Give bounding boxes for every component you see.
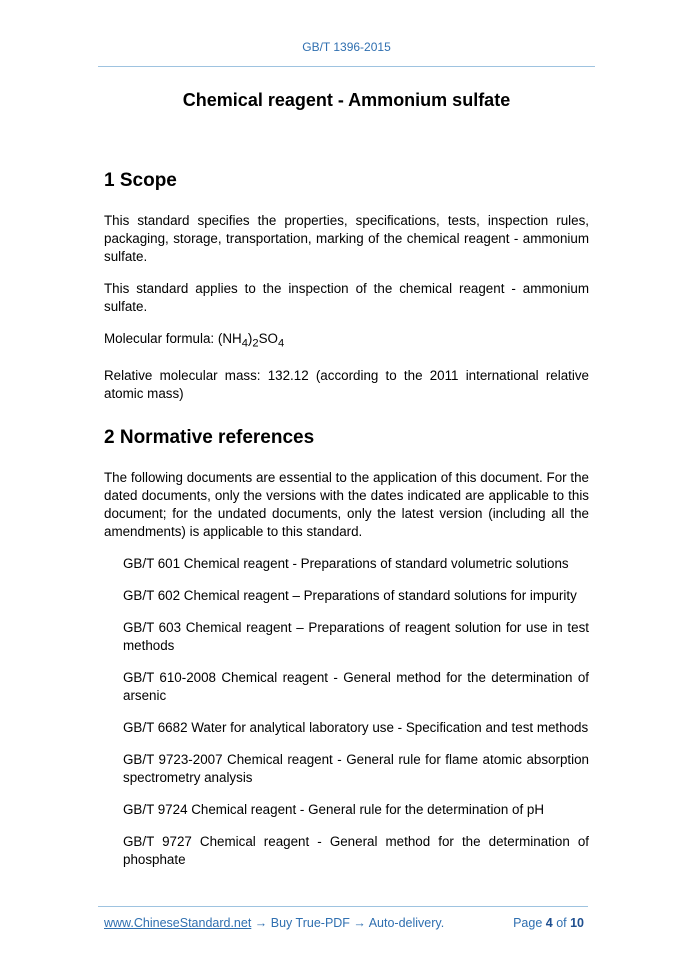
footer-divider: [98, 906, 588, 907]
reference-item: GB/T 610-2008 Chemical reagent - General method for the determination of arsenic: [123, 669, 589, 703]
current-page: 4: [545, 916, 553, 930]
formula-subscript: 2: [252, 337, 259, 350]
reference-item: GB/T 6682 Water for analytical laboratory use - Specification and test methods: [123, 719, 589, 735]
reference-item: GB/T 9723-2007 Chemical reagent - General rule for flame atomic absorption spectrometry analysis: [123, 751, 589, 785]
footer: [104, 916, 584, 930]
molecular-mass: Relative molecular mass: 132.12 (according to the 2011 international relative atomic mass): [104, 367, 589, 401]
molecular-formula: [104, 330, 589, 353]
reference-item: GB/T 9724 Chemical reagent - General rule for the determination of pH: [123, 801, 545, 817]
formula-label: Molecular formula:: [104, 331, 218, 346]
section-heading-normative-references: 2 Normative references: [104, 426, 315, 448]
section-heading-scope: 1 Scope: [104, 170, 177, 191]
formula-part: (NH: [217, 331, 242, 346]
reference-item: GB/T 9727 Chemical reagent - General method for the determination of phosphate: [123, 833, 589, 867]
formula-subscript: 4: [241, 337, 248, 350]
page-indicator: [513, 916, 584, 930]
total-pages: 10: [570, 916, 584, 930]
scope-paragraph-2: This standard applies to the inspection of the chemical reagent - ammonium sulfate.: [104, 281, 589, 314]
references-intro: The following documents are essential to the application of this document. For the dated documents, only the versions with the dates indicated are applicable to this document; for the undated documents, only the latest version (including all the amendments) is applicable to this standard.: [104, 469, 589, 539]
header-standard-code: GB/T 1396-2015: [302, 40, 391, 54]
formula-subscript: 4: [277, 337, 285, 350]
reference-item: GB/T 602 Chemical reagent – Preparations of standard solutions for impurity: [123, 587, 577, 603]
reference-item: GB/T 601 Chemical reagent - Preparations of standard volumetric solutions: [123, 555, 569, 571]
footer-promo: → Buy True-PDF → Auto-delivery.: [251, 916, 445, 930]
of-label: of: [552, 916, 571, 930]
scope-paragraph-1: This standard specifies the properties, specifications, tests, inspection rules, packaging, storage, transportation, marking of the chemical reagent - ammonium sulfate.: [104, 213, 589, 264]
page-label: Page: [513, 916, 546, 930]
document-title: Chemical reagent - Ammonium sulfate: [182, 90, 511, 110]
website-link[interactable]: www.ChineseStandard.net: [104, 916, 252, 930]
formula-part: SO: [258, 331, 278, 346]
header-divider: [98, 66, 595, 67]
reference-item: GB/T 603 Chemical reagent – Preparations of reagent solution for use in test methods: [123, 619, 589, 653]
document-body: [104, 170, 589, 883]
formula-part: ): [247, 331, 253, 346]
